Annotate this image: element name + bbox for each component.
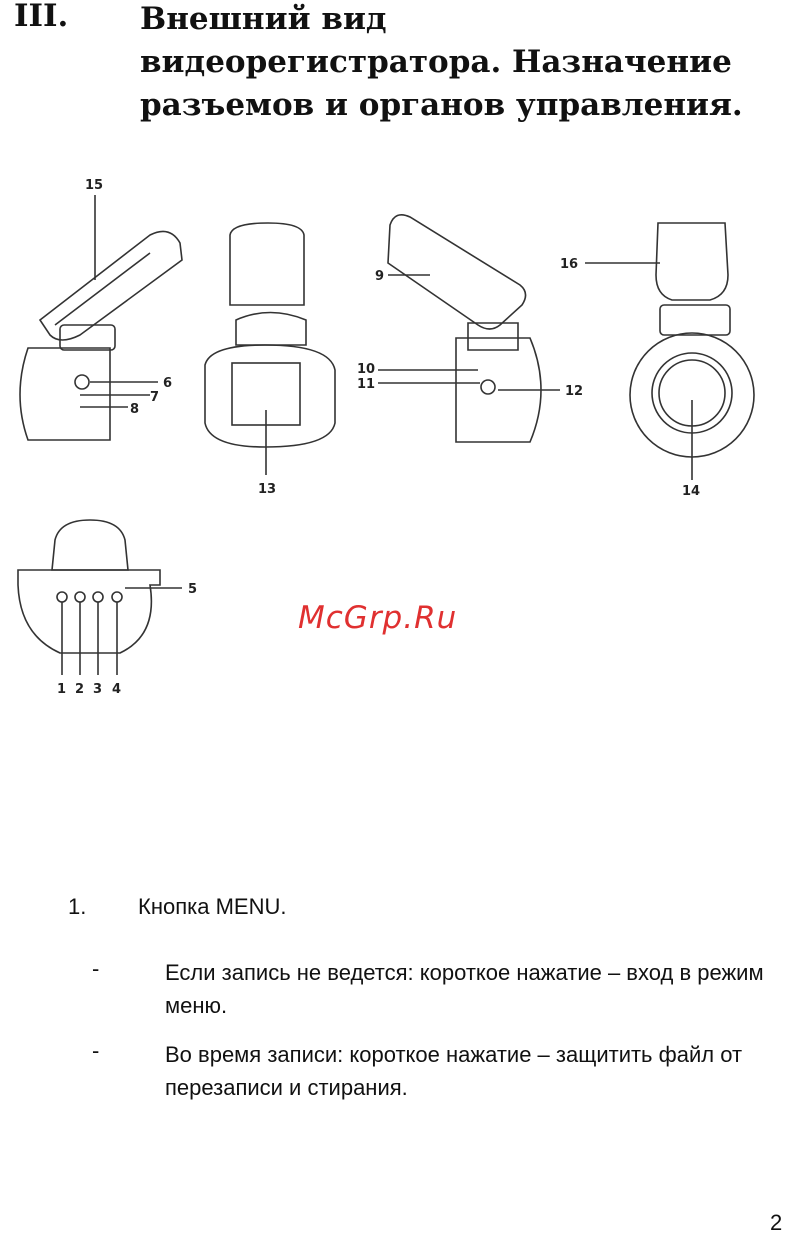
callout-2: 2 <box>75 682 85 697</box>
callout-12: 12 <box>565 384 584 399</box>
page-number: 2 <box>770 1210 783 1235</box>
callout-15: 15 <box>85 178 104 193</box>
callout-11: 11 <box>357 377 376 392</box>
callout-5: 5 <box>188 582 198 597</box>
callout-16: 16 <box>560 257 579 272</box>
list-item-number: 1. <box>68 894 87 919</box>
bullet-text: Во время записи: короткое нажатие – защитить файл от перезаписи и стирания. <box>165 1042 743 1100</box>
callout-3: 3 <box>93 682 103 697</box>
callout-1: 1 <box>57 682 67 697</box>
section-title-line: Внешний вид <box>140 1 387 37</box>
callout-6: 6 <box>163 376 173 391</box>
callout-8: 8 <box>130 402 140 417</box>
callout-4: 4 <box>112 682 122 697</box>
bullet-marker: - <box>92 956 100 981</box>
top-view <box>18 520 182 675</box>
callout-10: 10 <box>357 362 376 377</box>
side-view-right <box>378 215 560 442</box>
section-title <box>140 0 780 127</box>
front-view <box>585 223 754 480</box>
bullet-marker: - <box>92 1038 100 1063</box>
section-number: III. <box>14 0 69 34</box>
callout-7: 7 <box>150 390 160 405</box>
watermark: McGrp.Ru <box>298 600 458 636</box>
callout-14: 14 <box>682 484 701 499</box>
list-item-label: Кнопка MENU. <box>138 894 287 919</box>
bullet-text: Если запись не ведется: короткое нажатие – вход в режим меню. <box>165 960 764 1018</box>
section-title-line: разъемов и органов управления. <box>140 87 743 123</box>
section-title-line: видеорегистратора. Назначение <box>140 44 732 80</box>
rear-view <box>205 223 335 475</box>
callout-9: 9 <box>375 269 385 284</box>
callout-13: 13 <box>258 482 277 497</box>
